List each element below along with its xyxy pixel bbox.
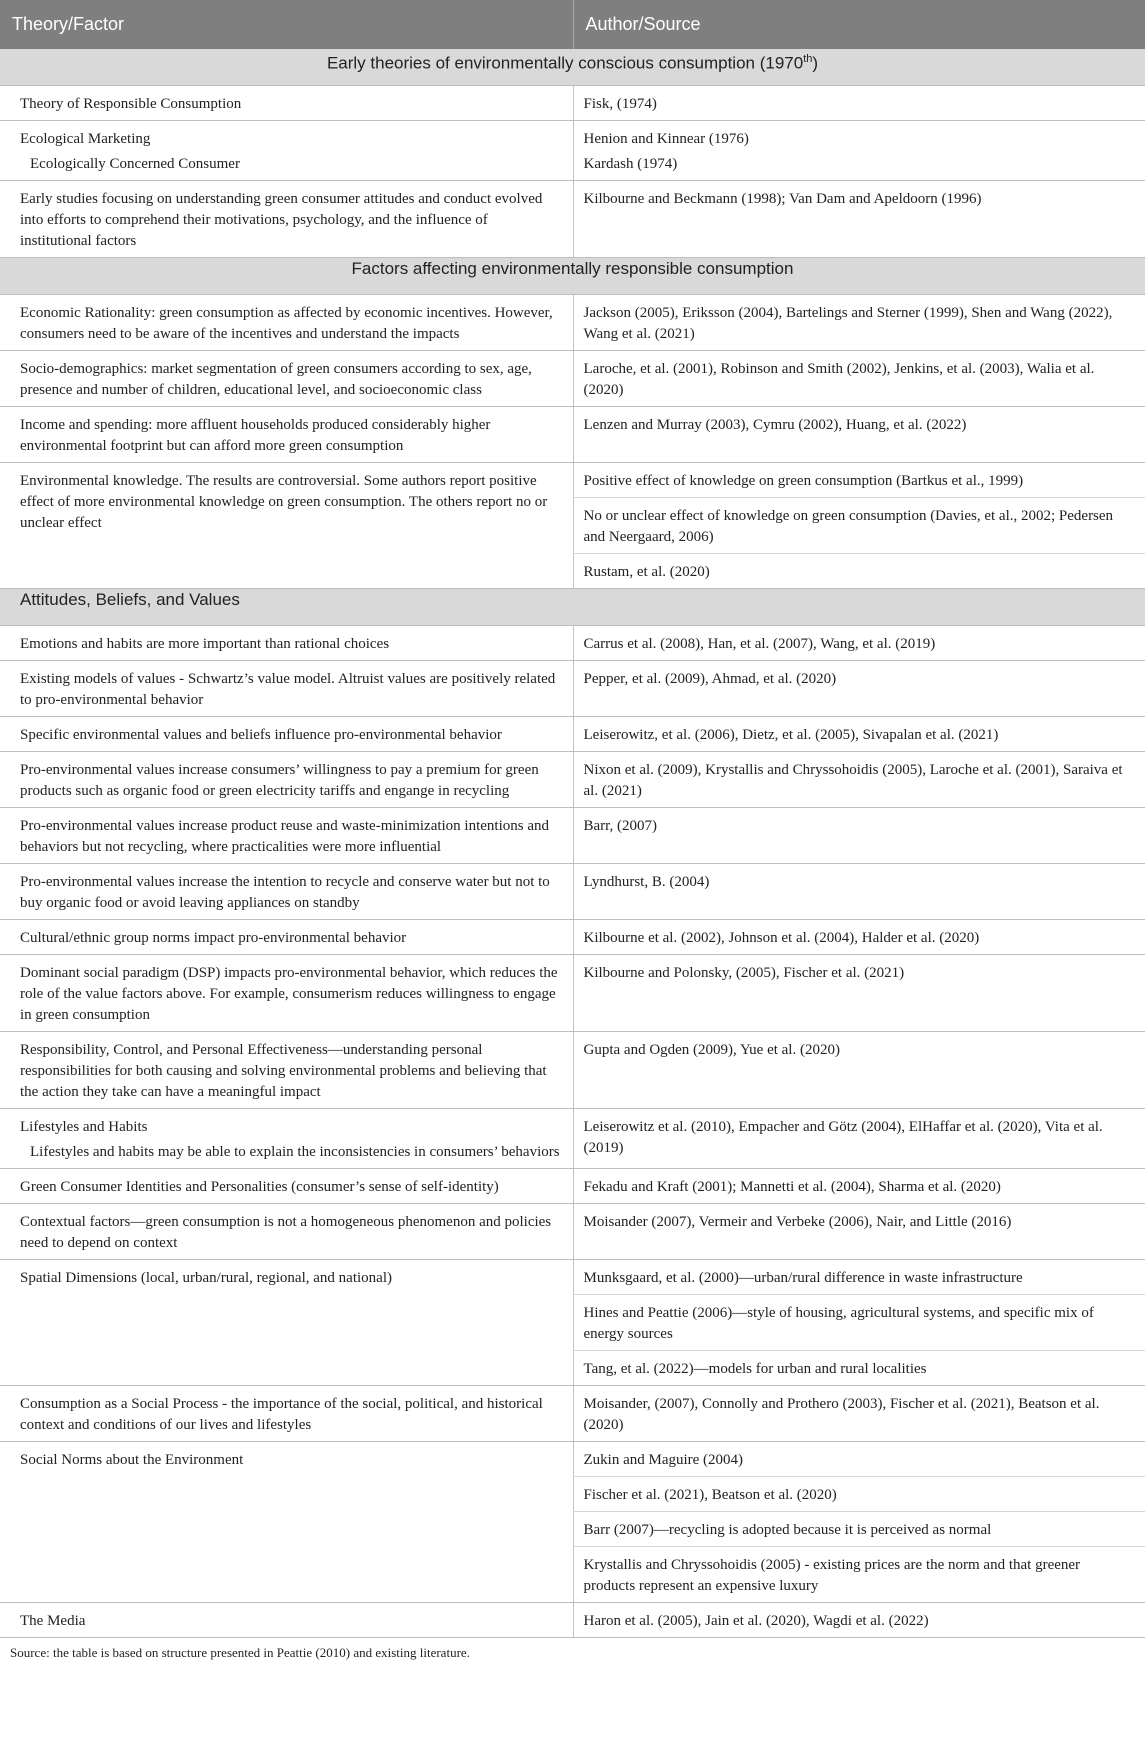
source-cell (573, 86, 1145, 121)
source-text: Munksgaard, et al. (2000)—urban/rural difference in waste infrastructure (583, 1270, 1023, 1286)
factor-cell (0, 1204, 573, 1260)
source-cell (573, 121, 1145, 181)
factor-text: Pro-environmental values increase the intention to recycle and conserve water but not to buy organic food or avoid leaving appliances on standby (20, 874, 550, 911)
source-text: Kilbourne and Beckmann (1998); Van Dam and Apeldoorn (1996) (583, 191, 982, 207)
section-title-text: Factors affecting environmentally responsible consumption (351, 259, 794, 278)
section-title (0, 589, 1145, 626)
factor-text: Pro-environmental values increase product reuse and waste-minimization intentions and behaviors but not recycling, where practicalities were more influential (20, 818, 550, 855)
source-text: Laroche, et al. (2001), Robinson and Smith (2002), Jenkins, et al. (2003), Walia et al. (2020) (583, 361, 1095, 398)
factor-cell (0, 351, 573, 407)
factor-text: Existing models of values - Schwartz’s value model. Altruist values are positively related to pro-environmental behavior (20, 671, 556, 708)
source-cell (573, 295, 1145, 351)
source-cell (573, 1109, 1145, 1169)
source-cell (573, 808, 1145, 864)
factor-cell (0, 626, 573, 661)
table-row (0, 661, 1145, 717)
source-text: Lenzen and Murray (2003), Cymru (2002), Huang, et al. (2022) (583, 417, 967, 433)
table-row (0, 1204, 1145, 1260)
factor-cell (0, 920, 573, 955)
section-title-superscript: th (803, 53, 813, 65)
source-cell (573, 661, 1145, 717)
source-cell (573, 1603, 1145, 1638)
table-row (0, 1109, 1145, 1169)
factor-cell (0, 295, 573, 351)
factor-text: Cultural/ethnic group norms impact pro-environmental behavior (20, 930, 407, 946)
table-row (0, 1442, 1145, 1477)
factor-cell (0, 1386, 573, 1442)
source-text: Tang, et al. (2022)—models for urban and rural localities (583, 1361, 927, 1377)
section-header-row (0, 589, 1145, 626)
section-title-suffix: ) (812, 53, 819, 73)
source-text: Fisk, (1974) (583, 96, 657, 112)
source-text: Jackson (2005), Eriksson (2004), Bartelings and Sterner (1999), Shen and Wang (2022), Wang et al. (2021) (583, 305, 1113, 342)
source-cell (573, 181, 1145, 258)
table-row (0, 295, 1145, 351)
factor-text: Ecologically Concerned Consumer (30, 156, 240, 172)
factor-cell (0, 955, 573, 1032)
source-text: Haron et al. (2005), Jain et al. (2020), Wagdi et al. (2022) (583, 1613, 929, 1629)
table-row (0, 808, 1145, 864)
source-cell (573, 1351, 1145, 1386)
header-theory-factor: Theory/Factor (0, 0, 573, 49)
factor-text: Pro-environmental values increase consumers’ willingness to pay a premium for green products such as organic food or green electricity tariffs and engange in recycling (20, 762, 539, 799)
table-header-row (0, 0, 1145, 49)
source-text: Krystallis and Chryssohoidis (2005) - existing prices are the norm and that greener products represent an expensive luxury (583, 1557, 1081, 1594)
section-title-text: Early theories of environmentally conscious consumption (1970 (326, 53, 804, 73)
source-text: Moisander (2007), Vermeir and Verbeke (2006), Nair, and Little (2016) (583, 1214, 1012, 1230)
source-text: Carrus et al. (2008), Han, et al. (2007), Wang, et al. (2019) (583, 636, 936, 652)
factor-cell (0, 86, 573, 121)
source-cell (573, 1512, 1145, 1547)
factor-text: Theory of Responsible Consumption (20, 96, 242, 112)
factor-text: Emotions and habits are more important than rational choices (20, 636, 390, 652)
factor-text: Green Consumer Identities and Personalities (consumer’s sense of self-identity) (20, 1179, 499, 1195)
factor-text: Environmental knowledge. The results are controversial. Some authors report positive effect of more environmental knowledge on green consumption. The others report no or unclear effect (20, 473, 548, 531)
table-row (0, 1032, 1145, 1109)
table-row (0, 121, 1145, 181)
header-author-source: Author/Source (573, 0, 1145, 49)
table-row (0, 463, 1145, 498)
source-text: Gupta and Ogden (2009), Yue et al. (2020) (583, 1042, 840, 1058)
source-text: Hines and Peattie (2006)—style of housing, agricultural systems, and specific mix of energy sources (583, 1305, 1094, 1342)
factor-text: Income and spending: more affluent households produced considerably higher environmental footprint but can afford more green consumption (20, 417, 491, 454)
source-cell (573, 407, 1145, 463)
source-cell (573, 1032, 1145, 1109)
source-text: Moisander, (2007), Connolly and Prothero (2003), Fischer et al. (2021), Beatson et al. (2020) (583, 1396, 1100, 1433)
source-cell (573, 955, 1145, 1032)
table-row (0, 407, 1145, 463)
table-footnote: Source: the table is based on structure presented in Peattie (2010) and existing literature. (10, 1645, 470, 1660)
section-header-row (0, 49, 1145, 86)
table-row (0, 1603, 1145, 1638)
factor-text: Ecological Marketing (20, 131, 151, 147)
source-text: Barr, (2007) (583, 818, 658, 834)
factor-text: Consumption as a Social Process - the importance of the social, political, and historical context and conditions of our lives and lifestyles (20, 1396, 543, 1433)
factor-text: Socio-demographics: market segmentation of green consumers according to sex, age, presence and number of children, educational level, and socioeconomic class (20, 361, 532, 398)
source-cell (573, 463, 1145, 498)
source-text: Rustam, et al. (2020) (583, 564, 710, 580)
source-text: Positive effect of knowledge on green consumption (Bartkus et al., 1999) (583, 473, 1024, 489)
source-text: Pepper, et al. (2009), Ahmad, et al. (2020) (583, 671, 837, 687)
factor-cell (0, 661, 573, 717)
source-text: Lyndhurst, B. (2004) (583, 874, 710, 890)
source-cell (573, 554, 1145, 589)
factor-text: Social Norms about the Environment (20, 1452, 244, 1468)
factor-cell (0, 407, 573, 463)
section-title (0, 258, 1145, 295)
table-row (0, 864, 1145, 920)
source-cell (573, 1547, 1145, 1603)
source-text: Kilbourne et al. (2002), Johnson et al. (2004), Halder et al. (2020) (583, 930, 980, 946)
source-cell (573, 864, 1145, 920)
factor-cell (0, 1032, 573, 1109)
factor-text: Lifestyles and habits may be able to explain the inconsistencies in consumers’ behaviors (30, 1144, 560, 1160)
factor-text: Early studies focusing on understanding green consumer attitudes and conduct evolved into efforts to comprehend their motivations, psychology, and the influence of institutional factors (20, 191, 543, 249)
source-cell (573, 920, 1145, 955)
source-cell (573, 498, 1145, 554)
source-cell (573, 1204, 1145, 1260)
source-cell (573, 351, 1145, 407)
factor-cell (0, 1109, 573, 1169)
factor-text: Specific environmental values and beliefs influence pro-environmental behavior (20, 727, 502, 743)
factor-cell (0, 1260, 573, 1386)
table-row (0, 752, 1145, 808)
factor-cell (0, 717, 573, 752)
source-text: Barr (2007)—recycling is adopted because it is perceived as normal (583, 1522, 992, 1538)
table-row (0, 626, 1145, 661)
factor-cell (0, 1169, 573, 1204)
source-cell (573, 752, 1145, 808)
factor-cell (0, 181, 573, 258)
source-cell (573, 1295, 1145, 1351)
table-body (0, 49, 1145, 1638)
factor-cell (0, 752, 573, 808)
table-row (0, 1260, 1145, 1295)
section-title-text: Attitudes, Beliefs, and Values (20, 590, 240, 609)
source-text: Zukin and Maguire (2004) (583, 1452, 744, 1468)
factor-cell (0, 121, 573, 181)
table-row (0, 181, 1145, 258)
factor-cell (0, 808, 573, 864)
section-header-row (0, 258, 1145, 295)
factor-text: Responsibility, Control, and Personal Effectiveness—understanding personal responsibilities for both causing and solving environmental problems and believing that the action they take can have a meaningful impact (20, 1042, 547, 1100)
table-row (0, 86, 1145, 121)
table-row (0, 955, 1145, 1032)
factor-cell (0, 1603, 573, 1638)
source-cell (573, 1169, 1145, 1204)
table-row (0, 1386, 1145, 1442)
section-title (0, 49, 1145, 86)
source-cell (573, 626, 1145, 661)
source-text: Leiserowitz, et al. (2006), Dietz, et al. (2005), Sivapalan et al. (2021) (583, 727, 999, 743)
factor-text: The Media (20, 1613, 86, 1629)
factor-cell (0, 1442, 573, 1603)
source-text: Fischer et al. (2021), Beatson et al. (2020) (583, 1487, 837, 1503)
source-text: No or unclear effect of knowledge on green consumption (Davies, et al., 2002; Pedersen and Neergaard, 2006) (583, 508, 1114, 545)
factor-cell (0, 864, 573, 920)
factor-text: Spatial Dimensions (local, urban/rural, regional, and national) (20, 1270, 392, 1286)
source-cell (573, 1260, 1145, 1295)
source-cell (573, 1442, 1145, 1477)
table-row (0, 1169, 1145, 1204)
table-row (0, 920, 1145, 955)
source-text: Leiserowitz et al. (2010), Empacher and Götz (2004), ElHaffar et al. (2020), Vita et al. (2019) (583, 1119, 1103, 1156)
factor-text: Economic Rationality: green consumption as affected by economic incentives. However, consumers need to be aware of the incentives and understand the impacts (20, 305, 553, 342)
table-row (0, 351, 1145, 407)
source-text: Henion and Kinnear (1976) (583, 131, 749, 147)
source-text: Kilbourne and Polonsky, (2005), Fischer et al. (2021) (583, 965, 905, 981)
source-text: Nixon et al. (2009), Krystallis and Chryssohoidis (2005), Laroche et al. (2001), Saraiva et al. (2021) (583, 762, 1123, 799)
factor-text: Contextual factors—green consumption is not a homogeneous phenomenon and policies need to depend on context (20, 1214, 552, 1251)
source-text: Kardash (1974) (583, 156, 678, 172)
table-row (0, 717, 1145, 752)
source-text: Fekadu and Kraft (2001); Mannetti et al. (2004), Sharma et al. (2020) (583, 1179, 1001, 1195)
source-cell (573, 717, 1145, 752)
source-cell (573, 1477, 1145, 1512)
factor-text: Dominant social paradigm (DSP) impacts pro-environmental behavior, which reduces the role of the value factors above. For example, consumerism reduces willingness to engage in green consumption (20, 965, 558, 1023)
factor-text: Lifestyles and Habits (20, 1119, 148, 1135)
source-cell (573, 1386, 1145, 1442)
factor-cell (0, 463, 573, 589)
